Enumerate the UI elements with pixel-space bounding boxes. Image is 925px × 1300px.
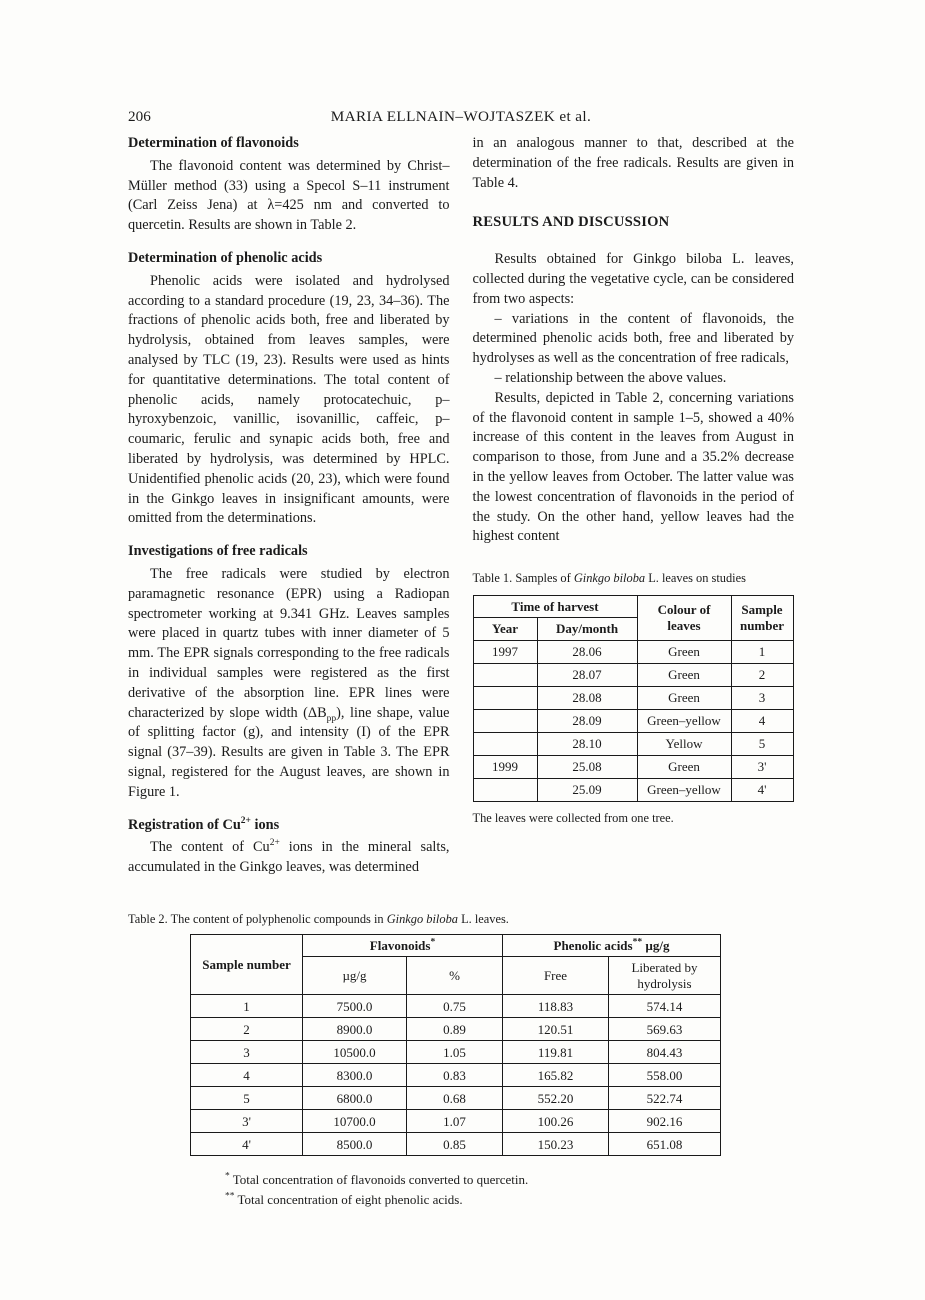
cell-sample: 4 (191, 1064, 303, 1087)
cell-year (473, 686, 537, 709)
th-liberated: Liberated by hydrolysis (609, 957, 721, 995)
cell-pct: 1.05 (407, 1041, 503, 1064)
table-row (191, 995, 721, 1018)
th-ug-per-g: µg/g (303, 957, 407, 995)
running-head: MARIA ELLNAIN–WOJTASZEK et al. (330, 108, 592, 125)
cell-day: 25.09 (537, 778, 637, 801)
section-determination-phenolic-acids (128, 249, 450, 529)
table-row (191, 1041, 721, 1064)
section-body: Phenolic acids were isolated and hydrolysed according to a standard procedure (19, 23, 34–36). The fractions of phenolic acids both, free and liberated by hydrolysis, obtained from leaves samples, were analysed by TLC (19, 23). Results were used as hints for quantitative determinations. The total content of phenolic acids, namely protocatechuic, p–hyroxybenzoic, vanillic, isovanillic, caffeic, p–coumaric, ferulic and synapic acids both, free and liberated by hydrolysis, was determined by HPLC. Unidentified phenolic acids (20, 23), which were found in the Ginkgo leaves in insignificant amounts, were omitted from the determinations. (128, 272, 450, 527)
cell-lib: 522.74 (609, 1087, 721, 1110)
section-heading: Determination of phenolic acids (128, 249, 323, 266)
table1-footnote: The leaves were collected from one tree. (472, 810, 674, 825)
cell-lib: 574.14 (609, 995, 721, 1018)
cell-ug: 10500.0 (303, 1041, 407, 1064)
table2-footnotes (225, 1170, 794, 1210)
section-heading: Determination of flavonoids (128, 135, 299, 151)
table2-polyphenolic-content (190, 934, 721, 1157)
caption-text: Table 2. The content of polyphenolic compounds in (128, 911, 387, 926)
section-body: The flavonoid content was determined by Christ–Müller method (33) using a Specol S–11 instrument (Carl Zeiss Jena) at λ=425 nm and converted to quercetin. Results are shown in Table 2. (128, 157, 450, 234)
cell-free: 150.23 (503, 1133, 609, 1156)
cell-ug: 8900.0 (303, 1018, 407, 1041)
results-paragraph: Results obtained for Ginkgo biloba L. leaves, collected during the vegetative cycle, can be considered from two aspects: (472, 251, 794, 307)
table-row (473, 640, 793, 663)
cell-colour: Green–yellow (637, 709, 731, 732)
page-header (128, 0, 794, 130)
section-body (128, 838, 450, 878)
section-determination-flavonoids (128, 134, 450, 236)
cell-colour: Green (637, 663, 731, 686)
superscript-2plus: 2+ (269, 838, 280, 849)
cell-sample: 1 (191, 995, 303, 1018)
footnote-marker: ** (632, 937, 643, 948)
cell-colour: Green (637, 686, 731, 709)
body-text: The content of Cu (150, 839, 270, 856)
results-list-item: – variations in the content of flavonoids, the determined phenolic acids both, free and liberated by hydrolyses as well as the concentration of free radicals, (472, 310, 794, 367)
cell-sample: 3 (731, 686, 793, 709)
cell-day: 28.09 (537, 709, 637, 732)
caption-species-italic: Ginkgo biloba (386, 911, 458, 926)
cell-sample: 4' (731, 778, 793, 801)
th-sample-number: Sample number (191, 934, 303, 995)
cell-sample: 2 (731, 663, 793, 686)
footnote-marker: * (430, 937, 436, 948)
cell-lib: 651.08 (609, 1133, 721, 1156)
cell-day: 28.06 (537, 640, 637, 663)
table2-footnote (225, 1170, 794, 1190)
cell-sample: 3 (191, 1041, 303, 1064)
cell-free: 165.82 (503, 1064, 609, 1087)
table2-footnote (225, 1190, 794, 1210)
heading-text: ions (250, 816, 280, 833)
cell-pct: 0.68 (407, 1087, 503, 1110)
cell-lib: 558.00 (609, 1064, 721, 1087)
footnote-text: Total concentration of flavonoids converted to quercetin. (232, 1172, 529, 1188)
th-free: Free (503, 957, 609, 995)
cell-sample: 1 (731, 640, 793, 663)
section-body (128, 565, 450, 803)
subscript-pp: pp (326, 713, 337, 724)
table-row (191, 1018, 721, 1041)
cell-year (473, 732, 537, 755)
cell-sample: 3' (191, 1110, 303, 1133)
cell-free: 118.83 (503, 995, 609, 1018)
cell-pct: 0.89 (407, 1018, 503, 1041)
table-row (191, 1064, 721, 1087)
th-year: Year (473, 618, 537, 641)
section-heading: Investigations of free radicals (128, 543, 308, 560)
cell-colour: Green (637, 640, 731, 663)
cell-day: 25.08 (537, 755, 637, 778)
cell-sample: 2 (191, 1018, 303, 1041)
cell-day: 28.08 (537, 686, 637, 709)
table-row (473, 732, 793, 755)
cell-lib: 804.43 (609, 1041, 721, 1064)
table2-caption (128, 912, 794, 927)
th-flavonoids (303, 934, 503, 957)
page-number: 206 (128, 108, 151, 125)
table-row (191, 1133, 721, 1156)
cell-year (473, 778, 537, 801)
cell-day: 28.10 (537, 732, 637, 755)
table2-block (128, 912, 794, 1211)
right-column (473, 134, 795, 878)
caption-text: L. leaves. (457, 911, 509, 926)
cell-free: 119.81 (503, 1041, 609, 1064)
th-day-month: Day/month (537, 618, 637, 641)
cell-colour: Yellow (637, 732, 731, 755)
results-paragraph: Results, depicted in Table 2, concerning variations of the flavonoid content in sample 1–5, showed a 40% increase of this content in the leaves from August in comparison to those, from June and a 35.2% decrease in the yellow leaves from October. The latter value was the lowest concentration of flavonoids in the period of the study. On the other hand, yellow leaves had the highest content (472, 389, 794, 545)
continuation-paragraph: in an analogous manner to that, described at the determination of the free radicals. Results are given in Table 4. (472, 135, 794, 191)
cell-year (473, 663, 537, 686)
cell-sample: 3' (731, 755, 793, 778)
cell-ug: 8500.0 (303, 1133, 407, 1156)
footnote-marker: * (225, 1172, 230, 1183)
th-colour-of-leaves: Colour of leaves (637, 595, 731, 640)
cell-free: 552.20 (503, 1087, 609, 1110)
section-heading (128, 816, 450, 836)
table1-header-row (473, 595, 793, 618)
cell-colour: Green (637, 755, 731, 778)
cell-pct: 1.07 (407, 1110, 503, 1133)
table-row (473, 663, 793, 686)
footnote-text: Total concentration of eight phenolic acids. (237, 1192, 463, 1208)
caption-text: Table 1. Samples of (472, 571, 574, 586)
body-text: ions in the mineral salts, accumulated in the Ginkgo leaves, was determined (128, 839, 450, 876)
cell-year (473, 709, 537, 732)
footnote-marker: ** (225, 1192, 235, 1203)
th-percent: % (407, 957, 503, 995)
header-text: Flavonoids (369, 937, 431, 953)
superscript-2plus: 2+ (240, 815, 251, 826)
cell-lib: 569.63 (609, 1018, 721, 1041)
table1-samples (473, 595, 794, 802)
cell-sample: 4' (191, 1133, 303, 1156)
results-discussion-heading: RESULTS AND DISCUSSION (472, 214, 670, 231)
table-row (473, 778, 793, 801)
cell-colour: Green–yellow (637, 778, 731, 801)
table1-block (473, 569, 795, 829)
caption-text: L. leaves on studies (645, 571, 746, 586)
table-row (191, 1087, 721, 1110)
section-investigations-free-radicals (128, 542, 450, 802)
cell-lib: 902.16 (609, 1110, 721, 1133)
cell-ug: 6800.0 (303, 1087, 407, 1110)
body-text: ), line shape, value of splitting factor (g), and intensity (I) of the EPR signal (37–39). Results are given in Table 3. The EPR signal, registered for the August leaves, are shown in Figure 1. (128, 704, 450, 800)
cell-pct: 0.83 (407, 1064, 503, 1087)
cell-sample: 4 (731, 709, 793, 732)
body-text: The free radicals were studied by electron paramagnetic resonance (EPR) using a Radiopan spectrometer working at 9.341 GHz. Leaves samples were placed in quartz tubes with inner diameter of 5 mm. The EPR signals corresponding to the free radicals in individual samples were registered as the first derivative of the absorption line. EPR lines were characterized by slope width (ΔB (128, 565, 450, 721)
th-phenolic-acids (503, 934, 721, 957)
cell-day: 28.07 (537, 663, 637, 686)
heading-text: Registration of Cu (128, 816, 241, 833)
th-time-of-harvest: Time of harvest (473, 595, 637, 618)
left-column (128, 134, 450, 878)
header-unit: µg/g (642, 937, 670, 953)
cell-sample: 5 (731, 732, 793, 755)
section-registration-cu-ions (128, 816, 450, 878)
header-text: Phenolic acids (553, 937, 633, 953)
results-list-item: – relationship between the above values. (494, 369, 727, 386)
two-column-body (128, 134, 794, 878)
cell-pct: 0.85 (407, 1133, 503, 1156)
cell-ug: 10700.0 (303, 1110, 407, 1133)
cell-year: 1999 (473, 755, 537, 778)
caption-species-italic: Ginkgo biloba (573, 571, 646, 586)
table2-header-row (191, 934, 721, 957)
cell-sample: 5 (191, 1087, 303, 1110)
cell-year: 1997 (473, 640, 537, 663)
cell-ug: 8300.0 (303, 1064, 407, 1087)
cell-ug: 7500.0 (303, 995, 407, 1018)
table-row (473, 686, 793, 709)
cell-free: 100.26 (503, 1110, 609, 1133)
table-row (473, 709, 793, 732)
table-row (191, 1110, 721, 1133)
th-sample-number: Sample number (731, 595, 793, 640)
cell-pct: 0.75 (407, 995, 503, 1018)
cell-free: 120.51 (503, 1018, 609, 1041)
table1-caption (473, 569, 795, 589)
table-row (473, 755, 793, 778)
